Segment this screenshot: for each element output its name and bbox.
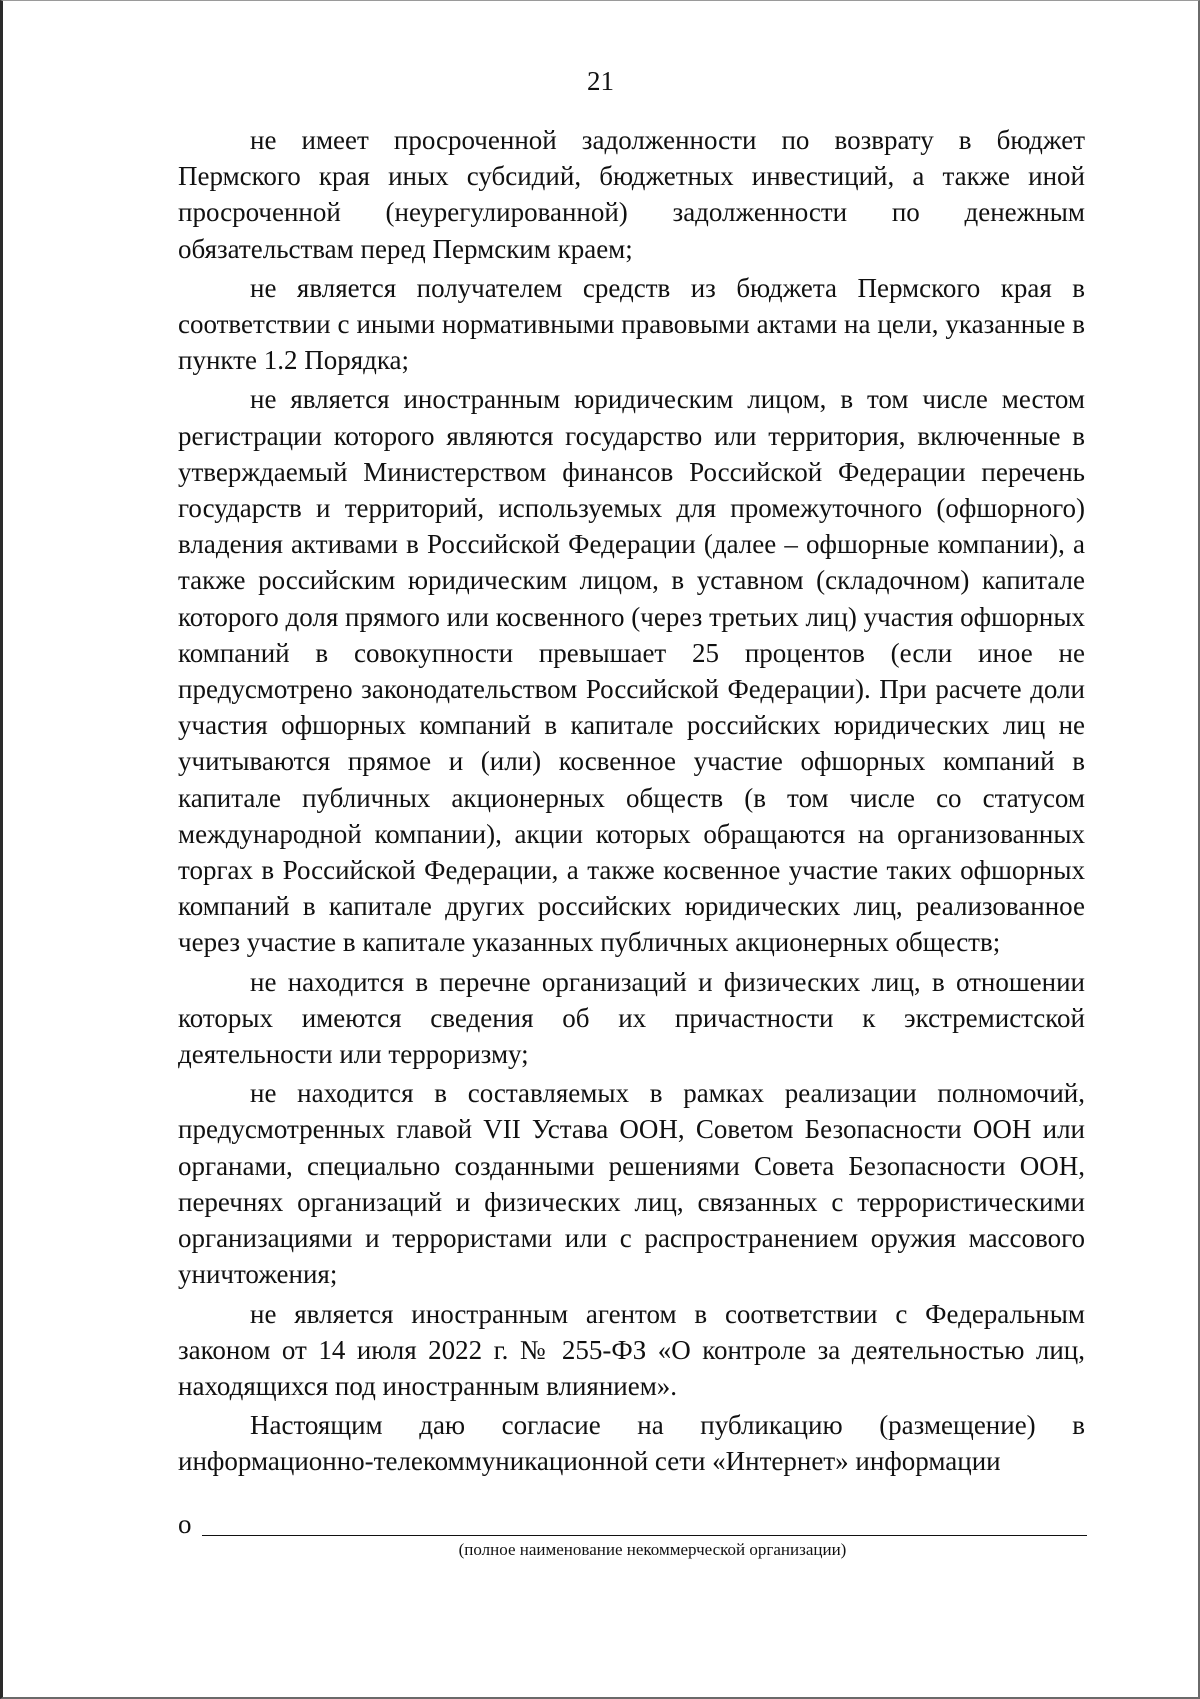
page-number: 21 xyxy=(587,66,614,96)
field-caption: (полное наименование некоммерческой организации) xyxy=(458,1540,847,1559)
paragraph-not-foreign-agent: не является иностранным агентом в соответствии с Федеральным законом от 14 июля 2022 г. № 255-ФЗ «О контроле за деятельностью лиц, находящихся под иностранным влиянием». xyxy=(178,1298,1085,1401)
organization-name-field xyxy=(178,1507,1087,1541)
paragraph-not-un-sanctions-list: не находится в составляемых в рамках реализации полномочий, предусмотренных главой VII Устава ООН, Советом Безопасности ООН или органами, специально созданными решениями Совета Безопасности ООН, перечнях организаций и физических лиц, связанных с террористическими организациями и террористами или с распространением оружия массового уничтожения; xyxy=(178,1078,1085,1290)
paragraph-no-overdue-debt: не имеет просроченной задолженности по возврату в бюджет Пермского края иных субсидий, бюджетных инвестиций, а также иной просроченной (неурегулированной) задолженности по денежным обязательствам перед Пермским краем; xyxy=(178,125,1085,264)
paragraph-not-foreign-entity: не является иностранным юридическим лицом, в том числе местом регистрации которого являются государство или территория, включенные в утверждаемый Министерством финансов Российской Федерации перечень государств и территорий, используемых для промежуточного (офшорного) владения активами в Российской Федерации (далее – офшорные компании), а также российским юридическим лицом, в уставном (складочном) капитале которого доля прямого или косвенного (через третьих лиц) участия офшорных компаний в совокупности превышает 25 процентов (если иное не предусмотрено законодательством Российской Федерации). При расчете доли участия офшорных компаний в капитале российских юридических лиц не учитываются прямое и (или) косвенное участие офшорных компаний в капитале публичных акционерных обществ (в том числе со статусом международной компании), акции которых обращаются на организованных торгах в Российской Федерации, а также косвенное участие таких офшорных компаний в капитале других российских юридических лиц, реализованное через участие в капитале указанных публичных акционерных обществ; xyxy=(178,384,1085,958)
fill-in-line xyxy=(202,1535,1087,1536)
paragraph-publication-consent: Настоящим даю согласие на публикацию (размещение) в информационно-телекоммуникационной сети «Интернет» информации xyxy=(178,1410,1085,1477)
document-body xyxy=(178,122,1085,1483)
paragraph-not-extremist-list: не находится в перечне организаций и физических лиц, в отношении которых имеются сведения об их причастности к экстремистской деятельности или терроризму; xyxy=(178,966,1085,1070)
paragraph-not-budget-recipient: не является получателем средств из бюджета Пермского края в соответствии с иными нормативными правовыми актами на цели, указанные в пункте 1.2 Порядка; xyxy=(178,272,1085,376)
field-prefix: о xyxy=(178,1509,192,1539)
